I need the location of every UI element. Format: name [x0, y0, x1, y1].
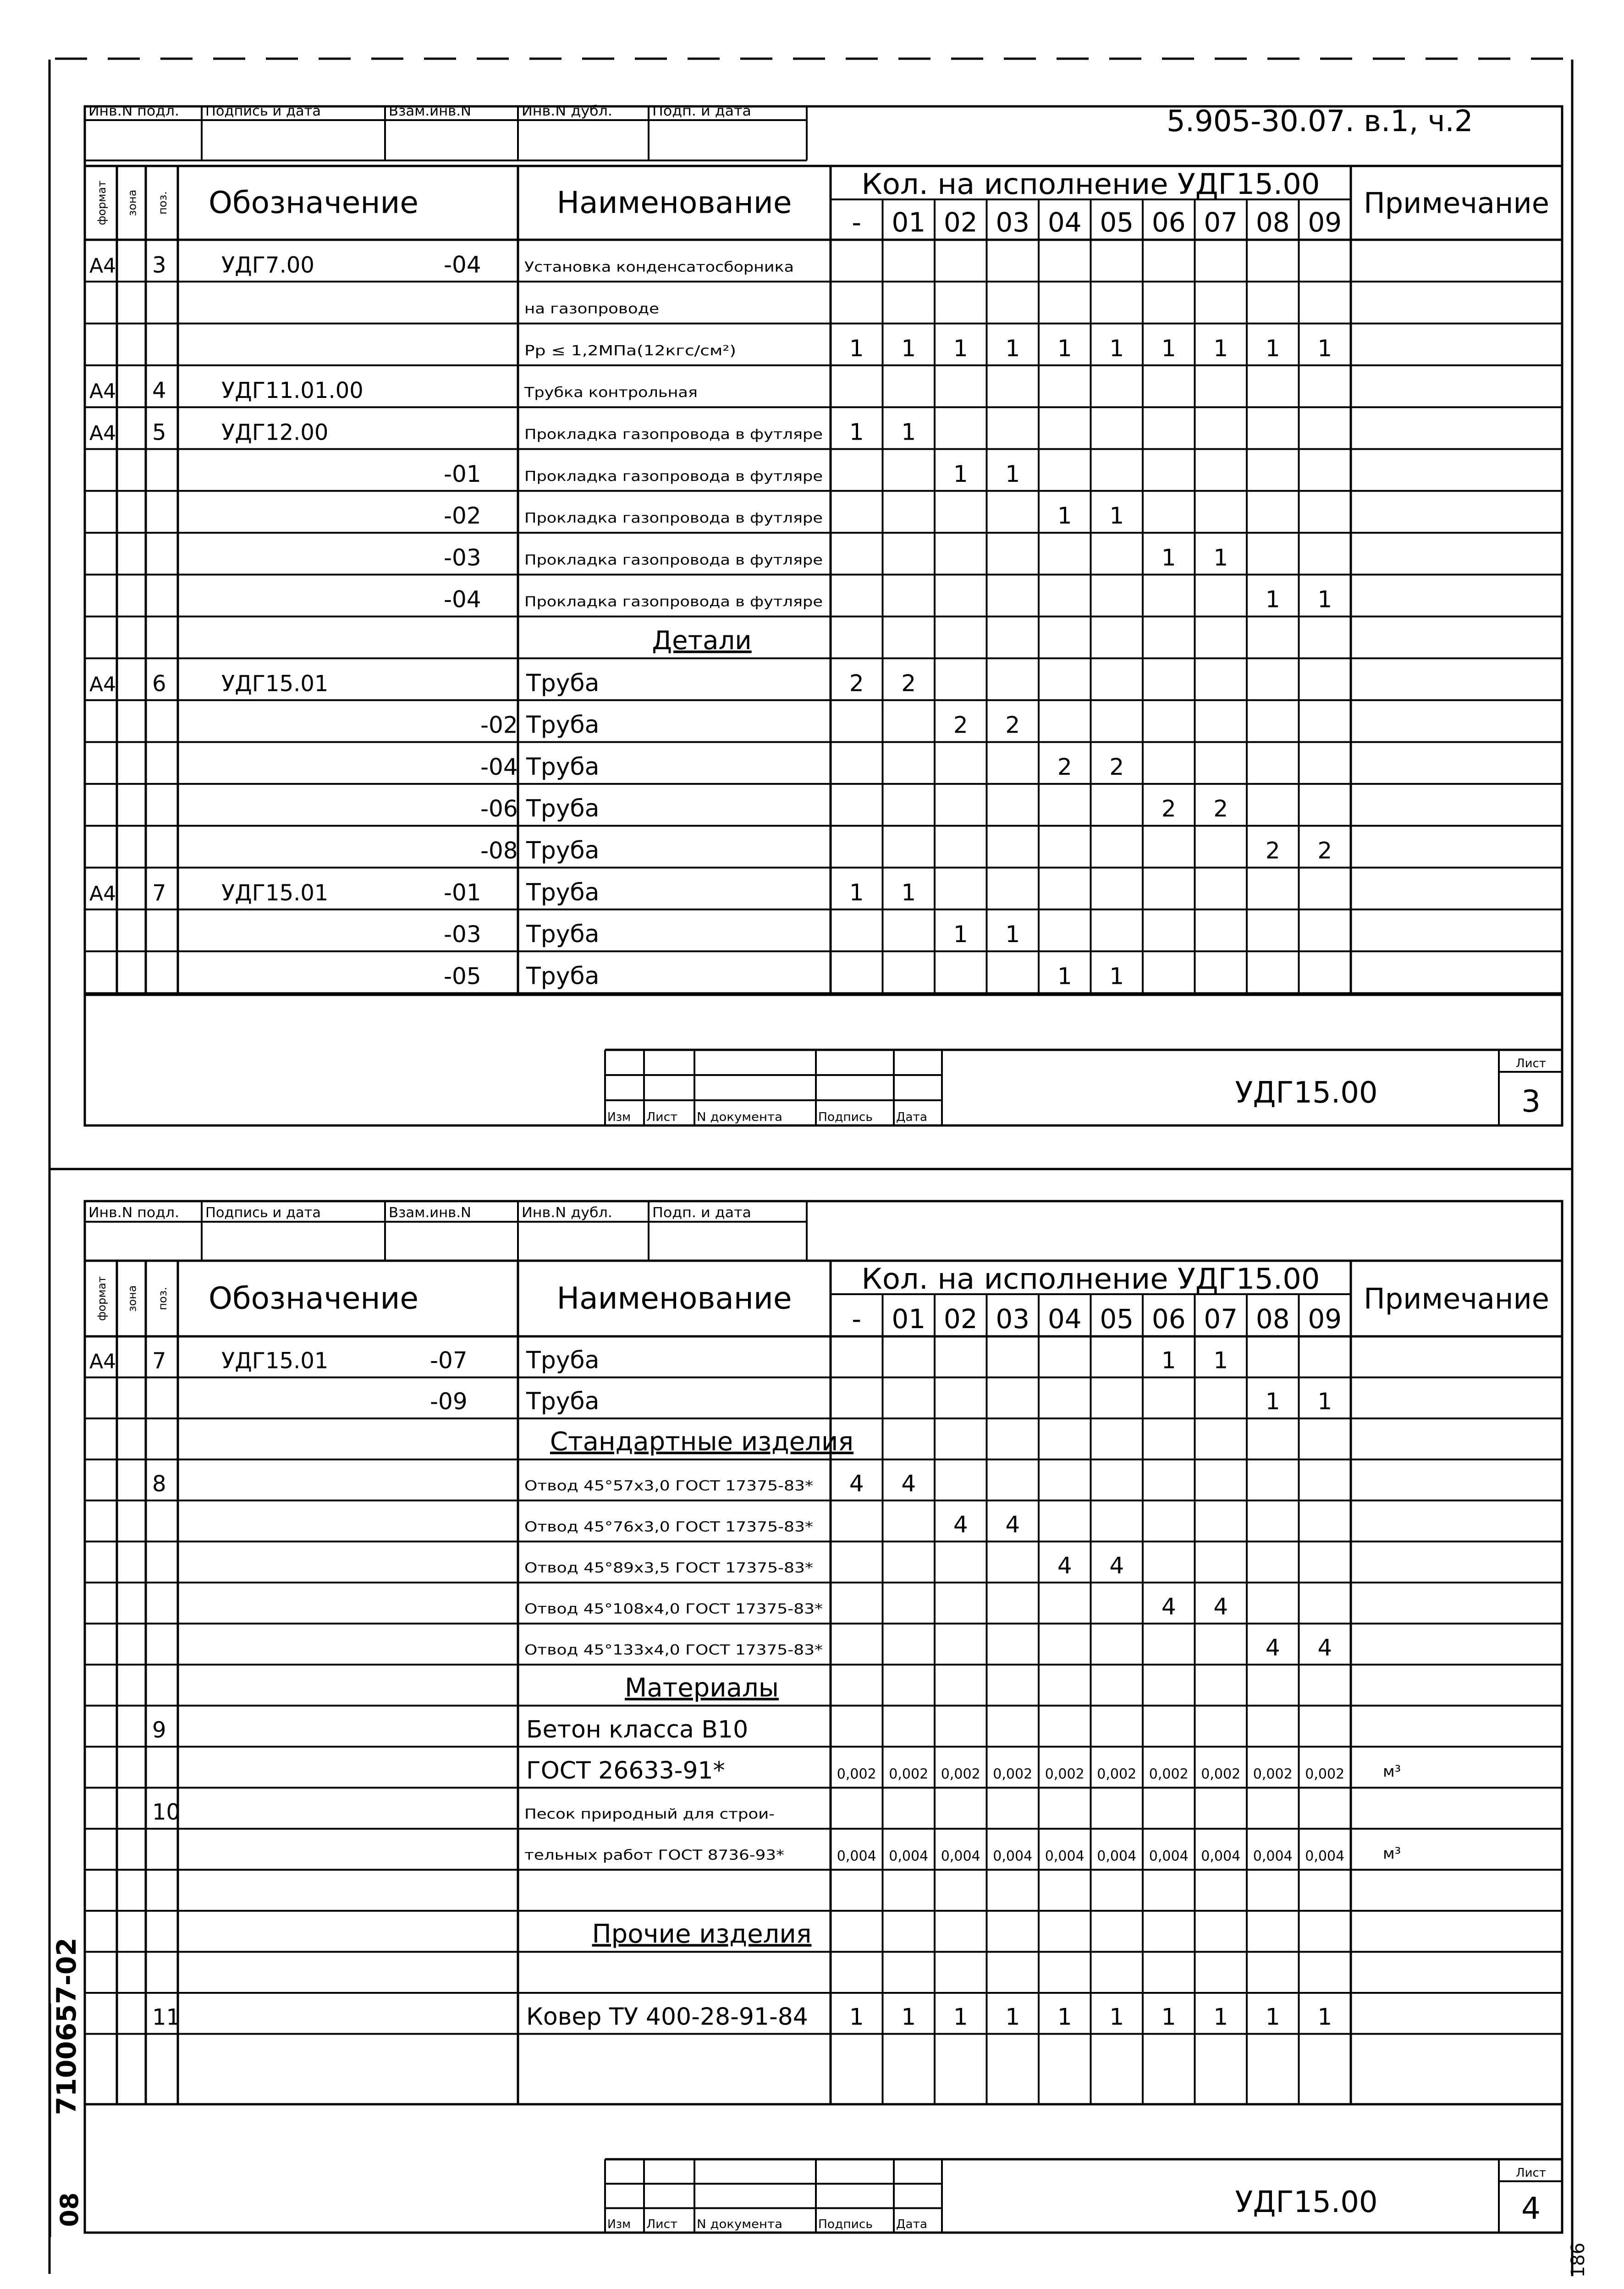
- document-code: УДГ15.00: [1235, 1076, 1378, 1110]
- quantity-cell: 4: [1161, 1593, 1176, 1620]
- binding-header: Подпись и дата: [205, 1205, 321, 1221]
- variant-header: 05: [1100, 207, 1134, 238]
- variant-header: 06: [1151, 1303, 1186, 1335]
- binding-header: Подп. и дата: [652, 1205, 751, 1221]
- designation-cell: УДГ15.01: [221, 1348, 329, 1374]
- name-cell: Бетон класса В10: [526, 1716, 749, 1743]
- zone-header: зона: [126, 189, 139, 216]
- quantity-cell: 4: [1213, 1593, 1228, 1620]
- quantity-cell: 1: [1109, 335, 1124, 362]
- designation-cell: УДГ7.00: [221, 252, 314, 278]
- binding-header: Взам.инв.N: [389, 1205, 471, 1221]
- quantity-cell: 0,002: [889, 1766, 929, 1782]
- format-cell: A4: [89, 380, 116, 403]
- pos-cell: 7: [152, 880, 166, 906]
- quantity-header: Кол. на исполнение УДГ15.00: [861, 167, 1320, 201]
- designation-header: Обозначение: [209, 1280, 418, 1316]
- name-cell: Труба: [526, 669, 600, 697]
- sheet-number: 3: [1521, 1084, 1541, 1119]
- name-cell: Отвод 45°76х3,0 ГОСТ 17375-83*: [524, 1519, 813, 1535]
- quantity-cell: 1: [953, 460, 968, 487]
- format-header: формат: [95, 180, 108, 226]
- version-cell: -04: [444, 586, 481, 613]
- pos-cell: 8: [152, 1471, 166, 1497]
- quantity-cell: 0,002: [1201, 1766, 1241, 1782]
- quantity-cell: 1: [901, 879, 916, 906]
- quantity-cell: 0,002: [1045, 1766, 1085, 1782]
- name-cell: Прокладка газопровода в футляре: [524, 552, 823, 568]
- pos-cell: 3: [152, 252, 166, 278]
- quantity-cell: 0,002: [1253, 1766, 1293, 1782]
- binding-header: Инв.N подл.: [88, 1205, 179, 1221]
- version-cell: -04: [480, 753, 518, 780]
- name-cell: на газопроводе: [524, 301, 659, 317]
- designation-header: Обозначение: [209, 185, 418, 221]
- variant-header: 02: [943, 207, 978, 238]
- quantity-cell: 1: [1317, 2003, 1332, 2030]
- quantity-cell: 4: [1005, 1511, 1020, 1538]
- quantity-cell: 2: [1317, 837, 1332, 864]
- quantity-cell: 4: [901, 1470, 916, 1497]
- designation-cell: УДГ15.01: [221, 880, 329, 906]
- variant-header: 07: [1204, 1303, 1238, 1335]
- name-cell: Отвод 45°89х3,5 ГОСТ 17375-83*: [524, 1560, 813, 1576]
- variant-header: 05: [1100, 1303, 1134, 1335]
- pos-cell: 7: [152, 1348, 166, 1374]
- note-cell: м³: [1383, 1762, 1401, 1781]
- quantity-cell: 0,004: [941, 1848, 980, 1864]
- quantity-cell: 2: [1109, 753, 1124, 780]
- name-cell: Труба: [526, 711, 600, 739]
- version-cell: -02: [444, 502, 481, 530]
- quantity-cell: 1: [901, 419, 916, 446]
- quantity-cell: 1: [953, 335, 968, 362]
- quantity-cell: 1: [1213, 544, 1228, 571]
- pos-cell: 9: [152, 1717, 166, 1743]
- name-cell: Труба: [526, 795, 600, 823]
- note-header: Примечание: [1364, 186, 1549, 220]
- quantity-cell: 2: [901, 670, 916, 697]
- variant-header: 07: [1204, 207, 1238, 238]
- format-cell: A4: [89, 1350, 116, 1373]
- section-heading: Материалы: [625, 1673, 779, 1703]
- side-stamp-small: 08: [55, 2192, 84, 2227]
- stamp-label: Подпись: [818, 1110, 873, 1124]
- name-cell: Труба: [526, 753, 600, 781]
- name-cell: Труба: [526, 1388, 600, 1415]
- quantity-cell: 0,002: [837, 1766, 876, 1782]
- name-cell: Труба: [526, 1346, 600, 1374]
- quantity-cell: 0,002: [1097, 1766, 1137, 1782]
- quantity-cell: 1: [953, 2003, 968, 2030]
- variant-header: 01: [892, 207, 926, 238]
- version-cell: -07: [430, 1347, 468, 1374]
- quantity-cell: 1: [1265, 2003, 1280, 2030]
- quantity-cell: 0,004: [889, 1848, 929, 1864]
- quantity-cell: 2: [1161, 795, 1176, 822]
- quantity-cell: 2: [1265, 837, 1280, 864]
- note-header: Примечание: [1364, 1282, 1549, 1316]
- quantity-cell: 0,002: [1305, 1766, 1345, 1782]
- version-cell: -08: [480, 837, 518, 864]
- quantity-cell: 1: [953, 921, 968, 948]
- version-cell: -09: [430, 1388, 468, 1415]
- quantity-cell: 0,002: [993, 1766, 1033, 1782]
- quantity-cell: 0,004: [837, 1848, 876, 1864]
- quantity-cell: 0,004: [1097, 1848, 1137, 1864]
- quantity-header: Кол. на исполнение УДГ15.00: [861, 1262, 1320, 1296]
- sheet-label: Лист: [1516, 1057, 1546, 1070]
- section-heading: Прочие изделия: [592, 1919, 812, 1949]
- quantity-cell: 1: [1213, 335, 1228, 362]
- variant-header: 08: [1255, 207, 1290, 238]
- quantity-cell: 1: [1213, 2003, 1228, 2030]
- quantity-cell: 1: [1317, 586, 1332, 613]
- quantity-cell: 1: [1057, 2003, 1072, 2030]
- stamp-label: Изм: [607, 2217, 631, 2231]
- variant-header: 06: [1151, 207, 1186, 238]
- name-header: Наименование: [556, 185, 792, 221]
- designation-cell: УДГ11.01.00: [221, 378, 363, 404]
- version-cell: -03: [444, 544, 481, 571]
- variant-header: 03: [996, 207, 1030, 238]
- variant-header: 04: [1047, 207, 1082, 238]
- pos-cell: 4: [152, 378, 166, 404]
- name-cell: Рр ≤ 1,2МПа(12кгс/см²): [524, 342, 736, 359]
- quantity-cell: 1: [1265, 586, 1280, 613]
- name-cell: Труба: [526, 921, 600, 949]
- name-cell: Отвод 45°57х3,0 ГОСТ 17375-83*: [524, 1478, 813, 1494]
- sheet-label: Лист: [1516, 2166, 1546, 2180]
- quantity-cell: 2: [1057, 753, 1072, 780]
- binding-header: Инв.N дубл.: [522, 103, 612, 119]
- side-stamp: 7100657-02: [51, 1937, 82, 2115]
- page-number: 186: [1568, 2242, 1589, 2278]
- name-cell: Прокладка газопровода в футляре: [524, 594, 823, 610]
- stamp-label: Изм: [607, 1110, 631, 1124]
- variant-header: -: [852, 207, 862, 238]
- quantity-cell: 1: [1005, 2003, 1020, 2030]
- quantity-cell: 4: [1109, 1552, 1124, 1579]
- format-header: формат: [95, 1276, 108, 1321]
- quantity-cell: 1: [1057, 502, 1072, 530]
- name-cell: Прокладка газопровода в футляре: [524, 426, 823, 443]
- version-cell: -05: [444, 963, 481, 990]
- version-cell: -04: [444, 251, 481, 278]
- variant-header: 03: [996, 1303, 1030, 1335]
- quantity-cell: 2: [953, 712, 968, 739]
- name-cell: Песок природный для строи-: [524, 1806, 775, 1822]
- quantity-cell: 0,002: [1149, 1766, 1189, 1782]
- sheet-number: 4: [1521, 2191, 1541, 2226]
- note-cell: м³: [1383, 1844, 1401, 1863]
- quantity-cell: 1: [1109, 963, 1124, 990]
- quantity-cell: 1: [1109, 502, 1124, 530]
- version-cell: -03: [444, 921, 481, 948]
- stamp-label: N документа: [697, 1110, 782, 1124]
- document-code: УДГ15.00: [1235, 2185, 1378, 2219]
- version-cell: -01: [444, 460, 481, 487]
- quantity-cell: 0,004: [1201, 1848, 1241, 1864]
- name-cell: Отвод 45°108х4,0 ГОСТ 17375-83*: [524, 1601, 823, 1617]
- quantity-cell: 2: [1005, 712, 1020, 739]
- quantity-cell: 1: [1109, 2003, 1124, 2030]
- quantity-cell: 1: [1161, 335, 1176, 362]
- name-cell: Ковер ТУ 400-28-91-84: [526, 2003, 808, 2031]
- pos-cell: 5: [152, 419, 166, 446]
- name-cell: Прокладка газопровода в футляре: [524, 510, 823, 527]
- version-cell: -06: [480, 795, 518, 822]
- binding-header: Инв.N дубл.: [522, 1205, 612, 1221]
- name-cell: Трубка контрольная: [523, 385, 698, 401]
- pos-header: поз.: [156, 1287, 169, 1310]
- quantity-cell: 1: [1057, 335, 1072, 362]
- format-cell: A4: [89, 882, 116, 905]
- format-cell: A4: [89, 673, 116, 696]
- quantity-cell: 4: [1265, 1634, 1280, 1661]
- quantity-cell: 1: [1161, 544, 1176, 571]
- zone-header: зона: [126, 1285, 139, 1312]
- variant-header: 09: [1308, 207, 1342, 238]
- quantity-cell: 1: [849, 335, 864, 362]
- quantity-cell: 1: [1317, 335, 1332, 362]
- quantity-cell: 0,004: [1253, 1848, 1293, 1864]
- stamp-label: Подпись: [818, 2217, 873, 2231]
- quantity-cell: 1: [1265, 335, 1280, 362]
- quantity-cell: 1: [1265, 1388, 1280, 1415]
- quantity-cell: 2: [849, 670, 864, 697]
- binding-header: Взам.инв.N: [389, 103, 471, 119]
- variant-header: -: [852, 1303, 862, 1335]
- quantity-cell: 4: [1057, 1552, 1072, 1579]
- variant-header: 01: [892, 1303, 926, 1335]
- version-cell: -02: [480, 712, 518, 739]
- section-heading: Стандартные изделия: [550, 1427, 854, 1457]
- quantity-cell: 1: [1161, 1347, 1176, 1374]
- name-cell: Отвод 45°133х4,0 ГОСТ 17375-83*: [524, 1642, 823, 1658]
- format-cell: A4: [89, 254, 116, 278]
- quantity-cell: 1: [901, 335, 916, 362]
- quantity-cell: 0,002: [941, 1766, 980, 1782]
- name-cell: Прокладка газопровода в футляре: [524, 468, 823, 485]
- stamp-label: Дата: [896, 2217, 927, 2231]
- variant-header: 09: [1308, 1303, 1342, 1335]
- quantity-cell: 1: [901, 2003, 916, 2030]
- binding-header: Инв.N подл.: [88, 103, 179, 119]
- quantity-cell: 1: [1005, 921, 1020, 948]
- binding-header: Подпись и дата: [205, 103, 321, 119]
- quantity-cell: 4: [849, 1470, 864, 1497]
- quantity-cell: 1: [849, 2003, 864, 2030]
- format-cell: A4: [89, 421, 116, 445]
- quantity-cell: 1: [1213, 1347, 1228, 1374]
- pos-cell: 6: [152, 671, 166, 697]
- quantity-cell: 0,004: [1305, 1848, 1345, 1864]
- quantity-cell: 0,004: [1149, 1848, 1189, 1864]
- variant-header: 04: [1047, 1303, 1082, 1335]
- version-cell: -01: [444, 879, 481, 906]
- quantity-cell: 1: [1317, 1388, 1332, 1415]
- name-cell: ГОСТ 26633-91*: [526, 1757, 725, 1785]
- quantity-cell: 4: [1317, 1634, 1332, 1661]
- stamp-label: Лист: [646, 2217, 677, 2231]
- stamp-label: Лист: [646, 1110, 677, 1124]
- stamp-label: N документа: [697, 2217, 782, 2231]
- name-cell: тельных работ ГОСТ 8736-93*: [524, 1847, 784, 1864]
- quantity-cell: 1: [1057, 963, 1072, 990]
- binding-header: Подп. и дата: [652, 103, 751, 119]
- quantity-cell: 1: [849, 419, 864, 446]
- quantity-cell: 1: [849, 879, 864, 906]
- quantity-cell: 1: [1005, 460, 1020, 487]
- quantity-cell: 2: [1213, 795, 1228, 822]
- quantity-cell: 1: [1161, 2003, 1176, 2030]
- quantity-cell: 4: [953, 1511, 968, 1538]
- name-header: Наименование: [556, 1280, 792, 1316]
- designation-cell: УДГ12.00: [221, 419, 329, 446]
- variant-header: 02: [943, 1303, 978, 1335]
- pos-cell: 10: [152, 1799, 181, 1825]
- variant-header: 08: [1255, 1303, 1290, 1335]
- designation-cell: УДГ15.01: [221, 671, 329, 697]
- name-cell: Труба: [526, 878, 600, 906]
- quantity-cell: 0,004: [993, 1848, 1033, 1864]
- section-heading: Детали: [652, 626, 752, 656]
- pos-cell: 11: [152, 2004, 181, 2030]
- stamp-label: Дата: [896, 1110, 927, 1124]
- top-document-code: 5.905-30.07. в.1, ч.2: [1167, 105, 1473, 138]
- pos-header: поз.: [156, 191, 169, 215]
- name-cell: Установка конденсатосборника: [524, 259, 794, 276]
- name-cell: Труба: [526, 837, 600, 865]
- name-cell: Труба: [526, 962, 600, 990]
- quantity-cell: 1: [1005, 335, 1020, 362]
- quantity-cell: 0,004: [1045, 1848, 1085, 1864]
